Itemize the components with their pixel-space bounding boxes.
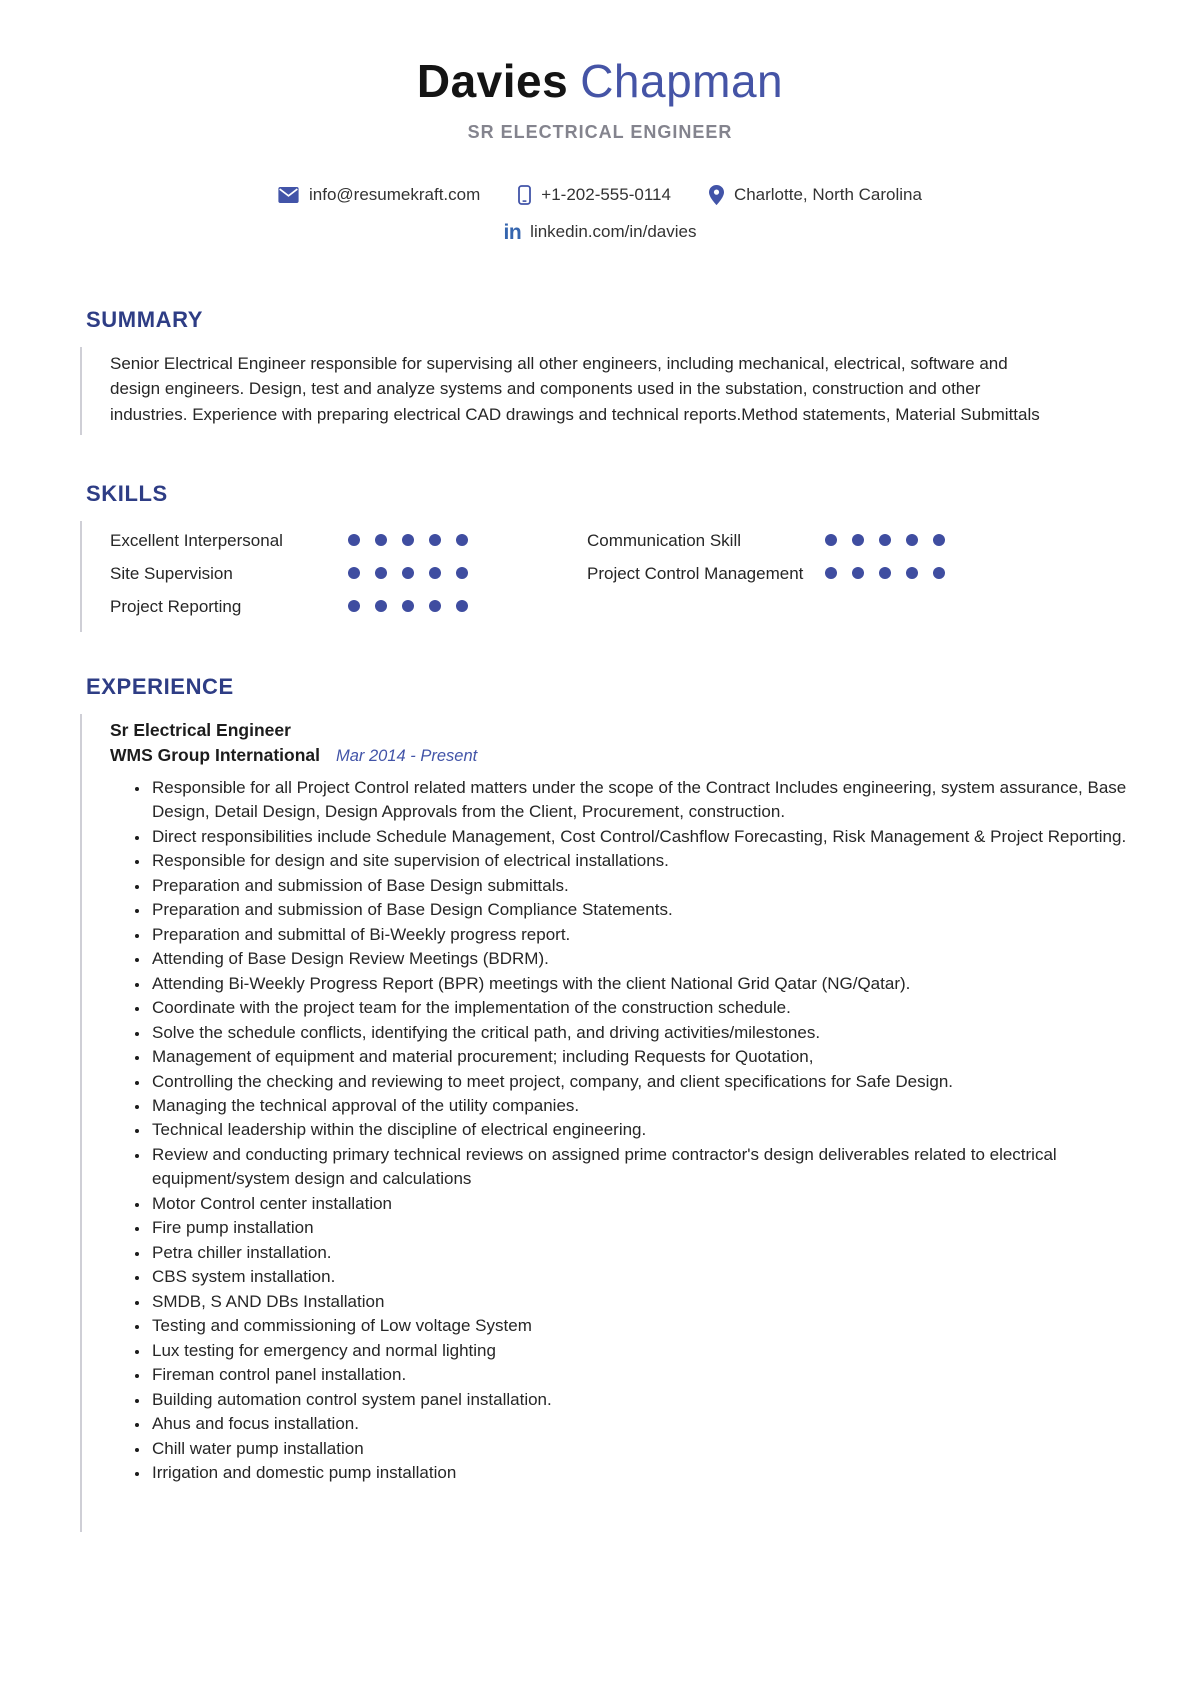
rating-dot xyxy=(933,567,945,579)
job-bullet-list xyxy=(110,776,1130,1486)
job-bullet: • CBS system installation. xyxy=(150,1265,1130,1289)
rating-dot xyxy=(933,534,945,546)
rating-dot xyxy=(825,534,837,546)
job-bullet: • Chill water pump installation xyxy=(150,1437,1130,1461)
first-name: Davies xyxy=(416,55,569,107)
rating-dot xyxy=(402,567,414,579)
job-bullet: • Petra chiller installation. xyxy=(150,1241,1130,1265)
location-text: Charlotte, North Carolina xyxy=(733,184,922,204)
map-pin-icon xyxy=(709,185,724,205)
job-bullet: • Solve the schedule conflicts, identifying the critical path, and driving activities/milestones. xyxy=(150,1021,1130,1045)
skill-name: Communication Skill xyxy=(587,531,741,551)
rating-dot xyxy=(429,567,441,579)
skill-rating-dots xyxy=(348,600,468,612)
linkedin-icon: in xyxy=(503,220,522,244)
job-bullet: • Controlling the checking and reviewing to meet project, company, and client specifications for Safe Design. xyxy=(150,1070,1130,1094)
skills-column-right xyxy=(587,525,1130,624)
job-bullet: • Motor Control center installation xyxy=(150,1192,1130,1216)
skill-item xyxy=(587,525,1130,558)
candidate-name xyxy=(0,56,1200,107)
rating-dot xyxy=(456,600,468,612)
skills-body xyxy=(80,521,1130,632)
skills-column-left xyxy=(110,525,587,624)
rating-dot xyxy=(906,567,918,579)
rating-dot xyxy=(375,567,387,579)
skill-item xyxy=(110,591,587,624)
job-bullet: • Attending Bi-Weekly Progress Report (BPR) meetings with the client National Grid Qatar (NG/Qatar). xyxy=(150,972,1130,996)
phone-contact xyxy=(518,185,671,205)
rating-dot xyxy=(429,534,441,546)
skill-item xyxy=(110,525,587,558)
job-bullet: • Preparation and submission of Base Design Compliance Statements. xyxy=(150,898,1130,922)
rating-dot xyxy=(852,567,864,579)
linkedin-contact xyxy=(0,222,1200,243)
job-headline: SR ELECTRICAL ENGINEER xyxy=(467,121,733,142)
rating-dot xyxy=(456,534,468,546)
job-bullet: • Responsible for design and site supervision of electrical installations. xyxy=(150,849,1130,873)
skill-name: Excellent Interpersonal xyxy=(110,531,283,551)
email-text: info@resumekraft.com xyxy=(309,184,481,204)
last-name: Chapman xyxy=(580,55,784,107)
experience-section xyxy=(80,674,1130,1532)
job-bullet: • Management of equipment and material procurement; including Requests for Quotation, xyxy=(150,1045,1130,1069)
job-bullet: • Fireman control panel installation. xyxy=(150,1363,1130,1387)
skill-rating-dots xyxy=(825,567,945,579)
job-bullet: • Lux testing for emergency and normal lighting xyxy=(150,1339,1130,1363)
skill-item xyxy=(587,558,1130,591)
mobile-phone-icon xyxy=(518,185,531,205)
job-bullet: • Preparation and submittal of Bi-Weekly progress report. xyxy=(150,923,1130,947)
job-bullet: • Coordinate with the project team for the implementation of the construction schedule. xyxy=(150,996,1130,1020)
job-bullet: • Direct responsibilities include Schedule Management, Cost Control/Cashflow Forecasting, Risk Management & Project Reporting. xyxy=(150,825,1130,849)
rating-dot xyxy=(825,567,837,579)
job-header xyxy=(110,720,1130,766)
rating-dot xyxy=(348,567,360,579)
job-bullet: • Fire pump installation xyxy=(150,1216,1130,1240)
rating-dot xyxy=(879,534,891,546)
experience-heading: EXPERIENCE xyxy=(86,673,234,699)
rating-dot xyxy=(375,600,387,612)
rating-dot xyxy=(402,534,414,546)
rating-dot xyxy=(906,534,918,546)
experience-body xyxy=(80,714,1130,1532)
contact-row xyxy=(0,185,1200,205)
summary-section xyxy=(80,307,1130,436)
skills-heading: SKILLS xyxy=(86,481,168,507)
rating-dot xyxy=(375,534,387,546)
skill-item xyxy=(110,558,587,591)
rating-dot xyxy=(456,567,468,579)
skill-rating-dots xyxy=(348,567,468,579)
summary-heading: SUMMARY xyxy=(86,306,204,332)
rating-dot xyxy=(429,600,441,612)
job-bullet: • Technical leadership within the discipline of electrical engineering. xyxy=(150,1118,1130,1142)
job-bullet: • Building automation control system panel installation. xyxy=(150,1388,1130,1412)
rating-dot xyxy=(348,600,360,612)
email-contact xyxy=(278,185,480,205)
job-subheader xyxy=(110,745,1130,766)
summary-body xyxy=(80,347,1130,436)
skill-rating-dots xyxy=(348,534,468,546)
rating-dot xyxy=(348,534,360,546)
job-bullet: • Attending of Base Design Review Meetings (BDRM). xyxy=(150,947,1130,971)
job-title: Sr Electrical Engineer xyxy=(110,719,291,740)
job-bullet: • SMDB, S AND DBs Installation xyxy=(150,1290,1130,1314)
job-bullet: • Review and conducting primary technical reviews on assigned prime contractor's design deliverables related to electrical equipment/system design and calculations xyxy=(150,1143,1130,1192)
skill-name: Site Supervision xyxy=(110,564,233,584)
rating-dot xyxy=(852,534,864,546)
job-bullet: • Irrigation and domestic pump installation xyxy=(150,1461,1130,1485)
job-bullet: • Ahus and focus installation. xyxy=(150,1412,1130,1436)
job-bullet: • Preparation and submission of Base Design submittals. xyxy=(150,874,1130,898)
skill-name: Project Control Management xyxy=(587,564,804,584)
linkedin-text: linkedin.com/in/davies xyxy=(530,222,697,242)
location-contact xyxy=(709,185,922,205)
summary-text: Senior Electrical Engineer responsible for supervising all other engineers, including mechanical, electrical, software and design engineers. Design, test and analyze systems and components used in the substation, construction and other industries. Experience with preparing electrical CAD drawings and technical reports.Method statements, Material Submittals xyxy=(110,353,1040,424)
envelope-icon xyxy=(278,187,299,203)
job-bullet: • Managing the technical approval of the utility companies. xyxy=(150,1094,1130,1118)
rating-dot xyxy=(402,600,414,612)
skill-name: Project Reporting xyxy=(110,596,242,616)
skill-rating-dots xyxy=(825,534,945,546)
job-bullet: • Testing and commissioning of Low voltage System xyxy=(150,1314,1130,1338)
phone-text: +1-202-555-0114 xyxy=(541,184,671,204)
skills-section xyxy=(80,481,1130,632)
job-bullet: • Responsible for all Project Control related matters under the scope of the Contract Includes engineering, system assurance, Base Design, Detail Design, Design Approvals from the Client, Procurement, construction. xyxy=(150,776,1130,825)
job-company: WMS Group International xyxy=(110,744,320,765)
rating-dot xyxy=(879,567,891,579)
job-dates: Mar 2014 - Present xyxy=(336,746,478,765)
